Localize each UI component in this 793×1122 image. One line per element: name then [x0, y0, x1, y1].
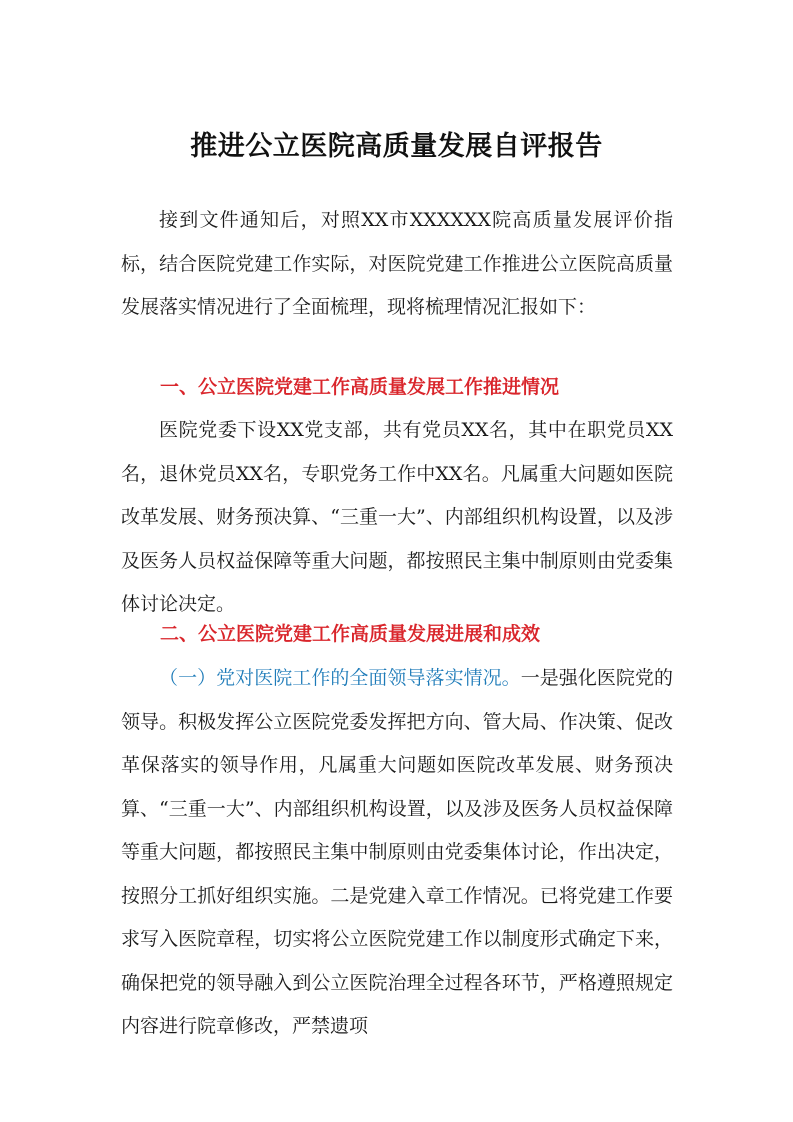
section-2-paragraph	[121, 657, 673, 1049]
section-2-heading: 二、公立医院党建工作高质量发展进展和成效	[160, 623, 541, 645]
section-2-subheading: （一）党对医院工作的全面领导落实情况。	[159, 667, 521, 689]
section-1-paragraph: 医院党委下设XX党支部，共有党员XX名，其中在职党员XX名，退休党员XX名，专职党务工作中XX名。凡属重大问题如医院改革发展、财务预决算、“三重一大”、内部组织机构设置，以及涉及医务人员权益保障等重大问题，都按照民主集中制原则由党委集体讨论决定。	[121, 419, 673, 615]
section-2-body: 一是强化医院党的领导。积极发挥公立医院党委发挥把方向、管大局、作决策、促改革保落实的领导作用，凡属重大问题如医院改革发展、财务预决算、“三重一大”、内部组织机构设置，以及涉及医务人员权益保障等重大问题，都按照民主集中制原则由党委集体讨论，作出决定，按照分工抓好组织实施。二是党建入章工作情况。已将党建工作要求写入医院章程，切实将公立医院党建工作以制度形式确定下来，确保把党的领导融入到公立医院治理全过程各环节，严格遵照规定内容进行院章修改，严禁遗项	[121, 667, 673, 1037]
section-1-heading: 一、公立医院党建工作高质量发展工作推进情况	[160, 376, 560, 398]
document-title: 推进公立医院高质量发展自评报告	[190, 131, 603, 162]
intro-paragraph: 接到文件通知后，对照XX市XXXXXX院高质量发展评价指标，结合医院党建工作实际，对医院党建工作推进公立医院高质量发展落实情况进行了全面梳理，现将梳理情况汇报如下：	[121, 209, 673, 318]
